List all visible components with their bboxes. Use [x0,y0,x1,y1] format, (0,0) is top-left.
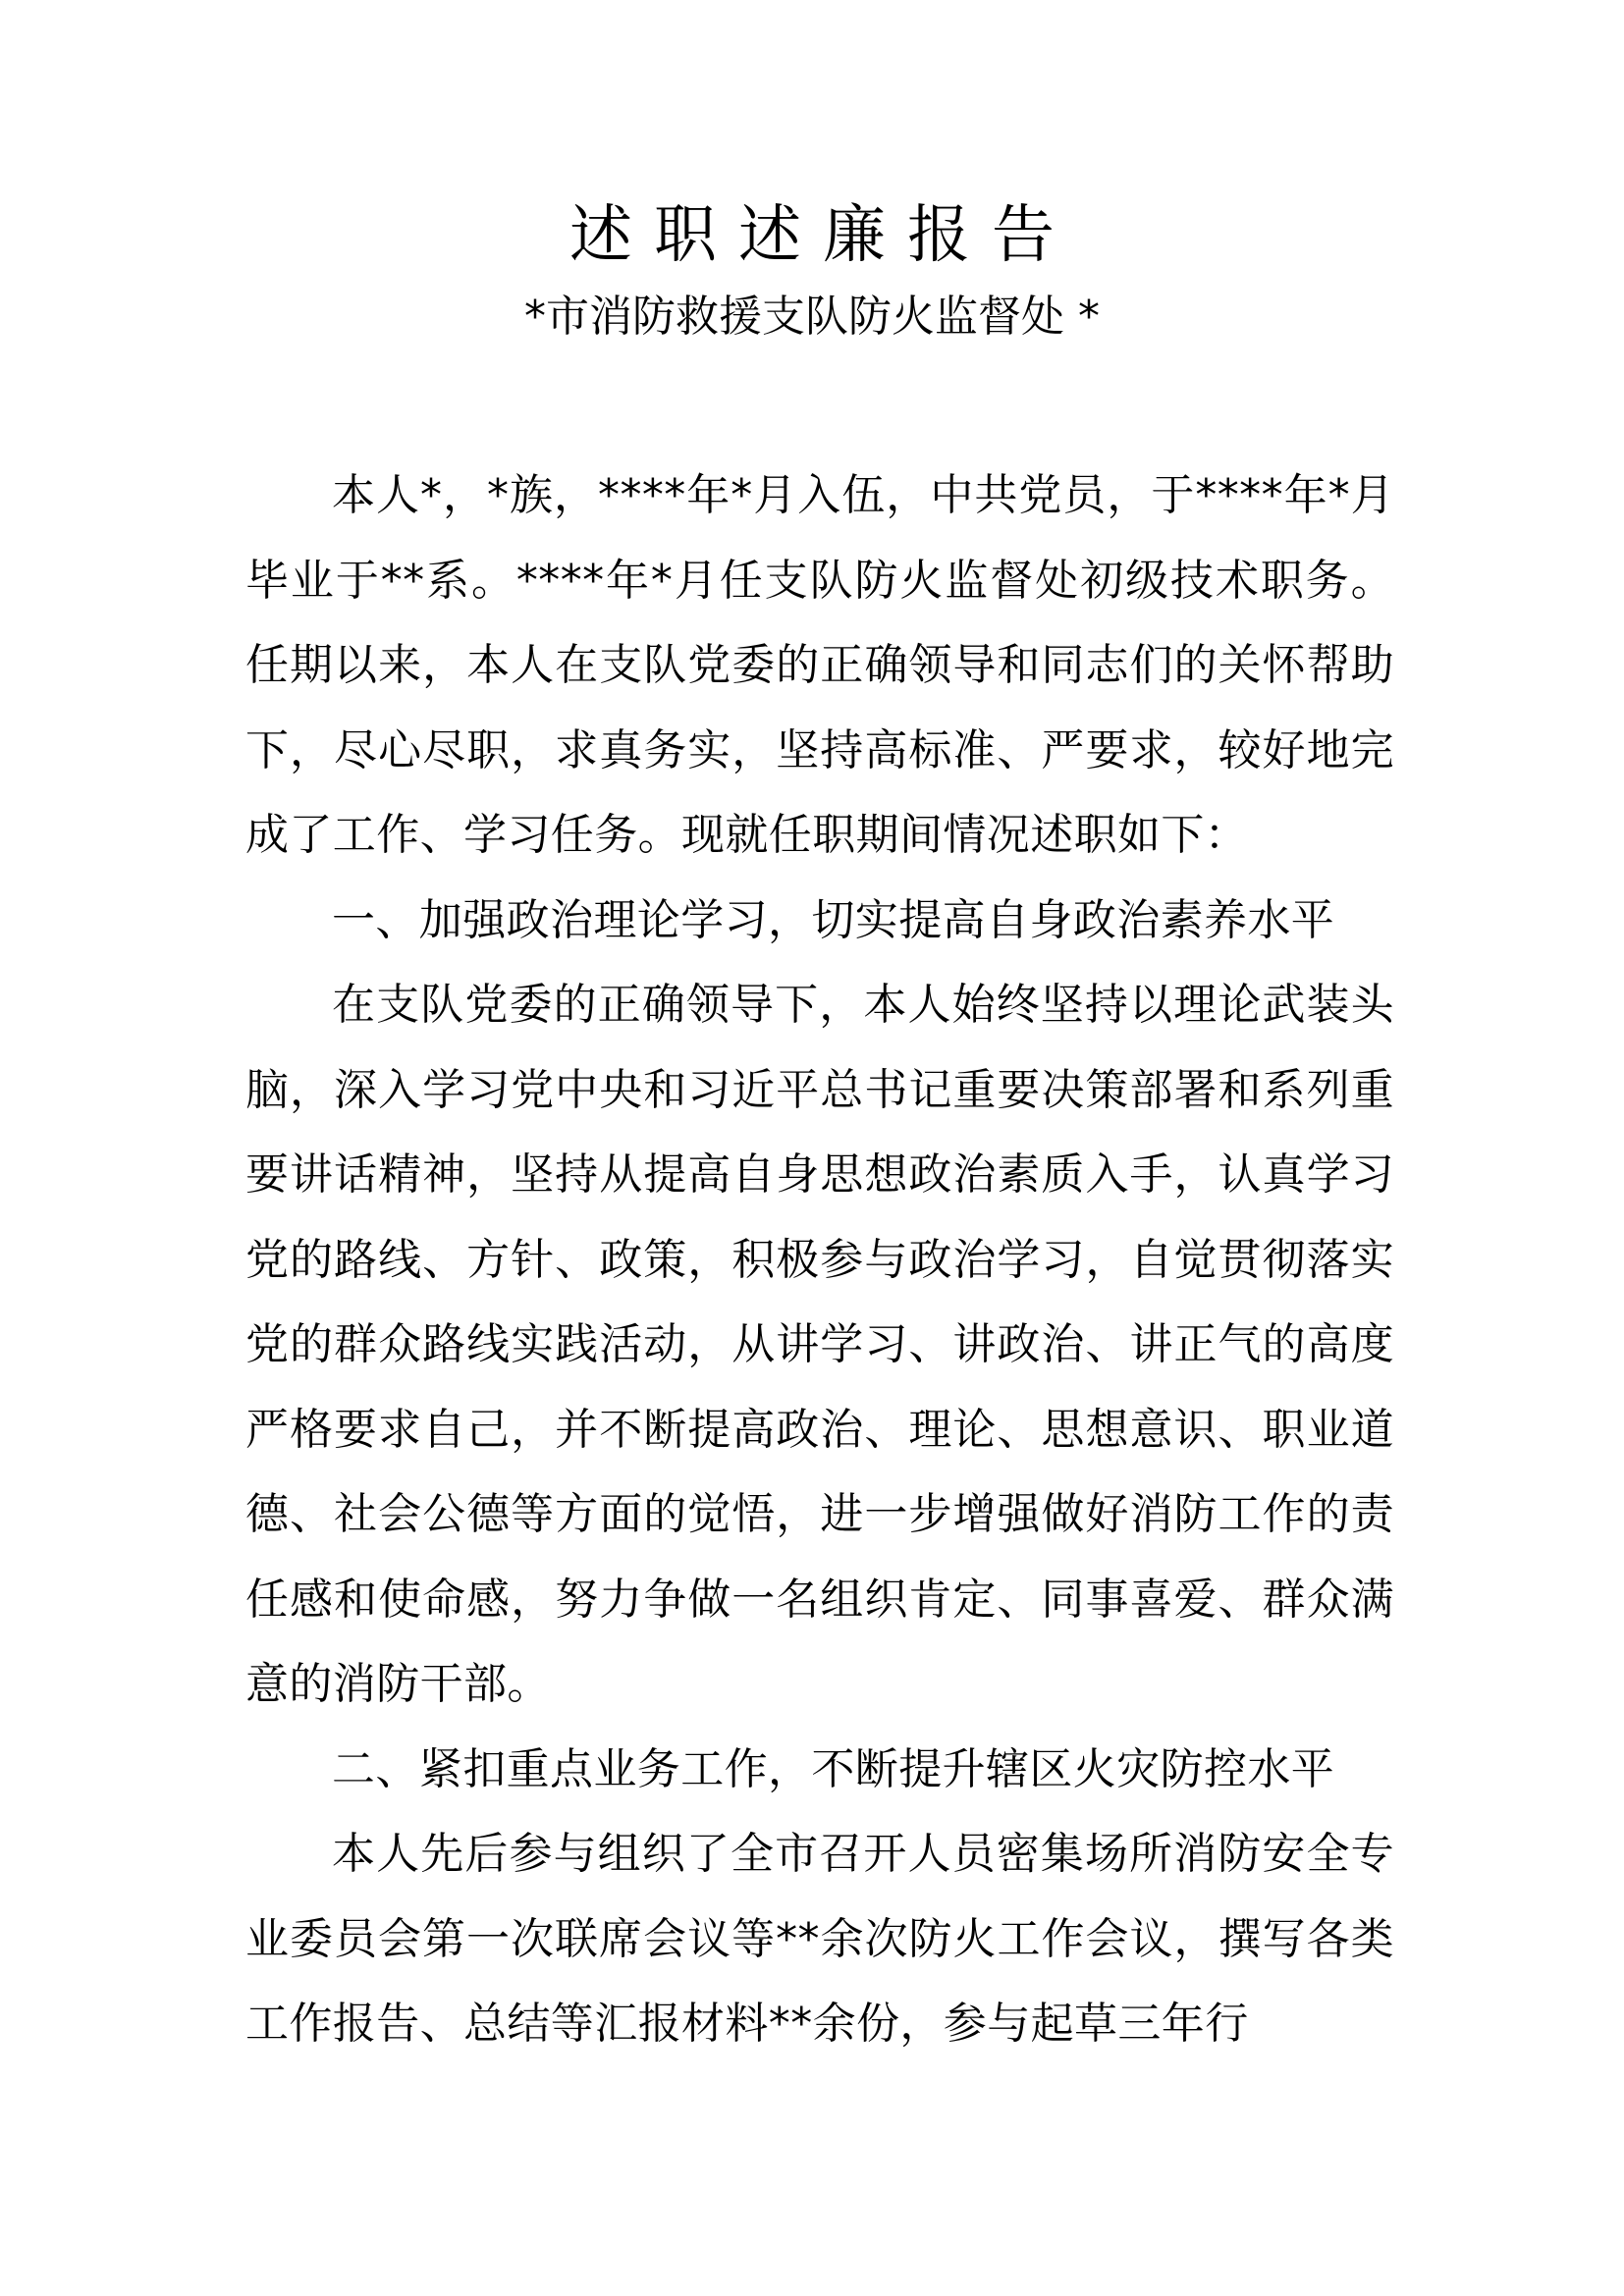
section-heading-1: 一、加强政治理论学习，切实提高自身政治素养水平 [332,894,1335,945]
body-paragraph-section-1: 在支队党委的正确领导下，本人始终坚持以理论武装头脑，深入学习党中央和习近平总书记重要决策部署和系列重要讲话精神，坚持从提高自身思想政治素质入手，认真学习党的路线、方针、政策，积极参与政治学习，自觉贯彻落实党的群众路线实践活动，从讲学习、讲政治、讲正气的高度严格要求自己，并不断提高政治、理论、思想意识、职业道德、社会公德等方面的觉悟，进一步增强做好消防工作的责任感和使命感，努力争做一名组织肯定、同事喜爱、群众满意的消防干部。 [245,980,1394,1709]
body-paragraph-intro: 本人*，*族，****年*月入伍，中共党员，于****年*月毕业于**系。****年*月任支队防火监督处初级技术职务。任期以来，本人在支队党委的正确领导和同志们的关怀帮助下，尽心尽职，求真务实，坚持高标准、严要求，较好地完成了工作、学习任务。现就任职期间情况述职如下： [245,470,1394,860]
section-heading-2: 二、紧扣重点业务工作，不断提升辖区火灾防控水平 [332,1743,1335,1794]
document-subtitle: *市消防救援支队防火监督处 * [524,292,1100,342]
document-body [245,454,1394,2067]
body-paragraph-section-2: 本人先后参与组织了全市召开人员密集场所消防安全专业委员会第一次联席会议等**余次防火工作会议，撰写各类工作报告、总结等汇报材料**余份，参与起草三年行 [245,1829,1394,2049]
document-title: 述职述廉报告 [569,199,1076,272]
